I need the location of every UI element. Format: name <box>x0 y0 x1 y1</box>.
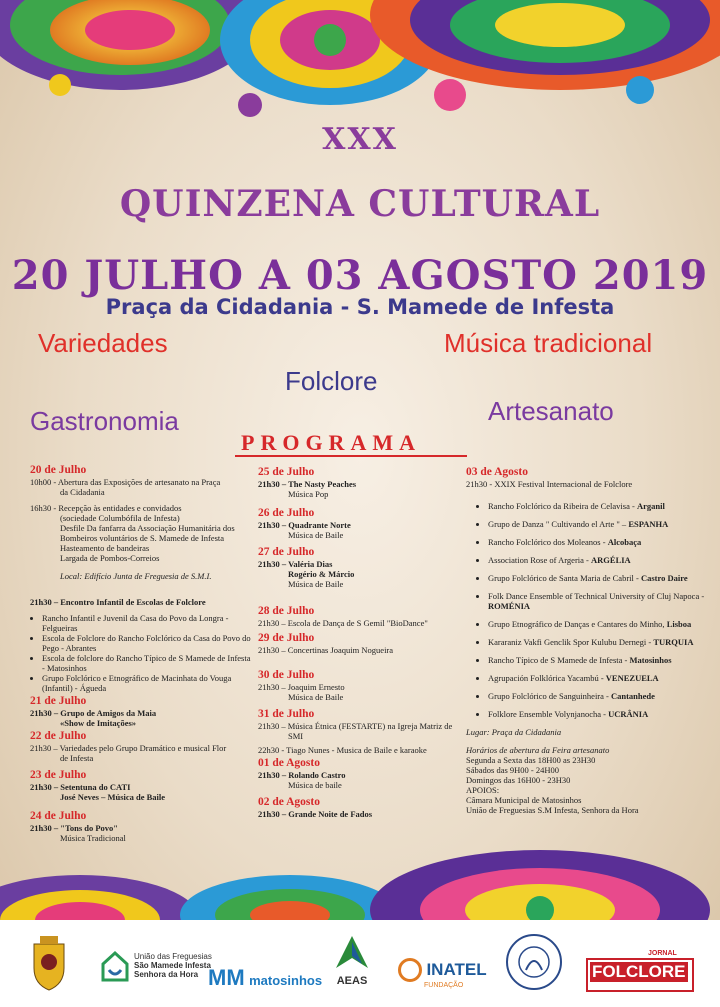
group-place: ESPANHA <box>628 519 669 529</box>
event-line: 21h30 – Grande Noite de Fados <box>258 809 373 819</box>
group-name: Association Rose of Argeria - <box>488 555 592 565</box>
apoio-line: Câmara Municipal de Matosinhos <box>466 795 582 805</box>
event-line: Música Pop <box>288 489 329 499</box>
day-heading: 01 de Agosto <box>258 757 320 769</box>
category-folclore: Folclore <box>285 366 378 396</box>
house-icon <box>100 950 130 982</box>
day-heading: 28 de Julho <box>258 605 315 617</box>
apoio-line: União de Freguesias S.M Infesta, Senhora da Hora <box>466 805 639 815</box>
group-name: Grupo Folclórico de Santa Maria de Cabril - <box>488 573 641 583</box>
group-name: Grupo Folclórico de Sanguinheira - <box>488 691 611 701</box>
event-dates: 20 JULHO A 03 AGOSTO 2019 <box>11 252 709 299</box>
list-item: • Escola de folclore do Rancho Típico de S Mamede de Infesta - Matosinhos <box>42 653 255 673</box>
program-column-1 <box>30 462 255 843</box>
event-line: 21h30 – Rolando Castro <box>258 770 346 780</box>
festival-group-item <box>488 537 706 547</box>
group-place: VENEZUELA <box>605 673 659 683</box>
festival-groups-list <box>466 501 706 719</box>
program-column-2 <box>258 464 468 819</box>
folclore-label: FOLCLORE <box>592 962 686 981</box>
event-line: Bombeiros voluntários de S. Mamede de Infesta <box>60 533 225 543</box>
federacao-seal-icon <box>504 932 564 992</box>
festival-group-item <box>488 619 706 629</box>
event-line: Música de Baile <box>288 530 344 540</box>
event-line: 21h30 – Quadrante Norte <box>258 520 351 530</box>
event-line: 21h30 - XXIX Festival Internacional de Folclore <box>466 479 633 489</box>
category-gastronomia: Gastronomia <box>30 406 179 436</box>
event-line: Música Tradicional <box>60 833 126 843</box>
category-musica: Música tradicional <box>444 328 653 358</box>
programa-heading: PROGRAMA <box>241 430 421 455</box>
event-location: Lugar: Praça da Cidadania <box>466 727 562 737</box>
event-line: 21h30 – Encontro Infantil de Escolas de Folclore <box>30 597 206 607</box>
fundacao-label: FUNDAÇÃO <box>424 982 464 989</box>
event-line: 22h30 - Tiago Nunes - Musica de Baile e karaoke <box>258 745 427 755</box>
group-name: Agrupación Folklórica Yacambú - <box>488 673 606 683</box>
aeas-icon <box>334 934 370 970</box>
day-heading: 03 de Agosto <box>466 466 528 478</box>
day-heading: 27 de Julho <box>258 546 315 558</box>
event-line: Música de baile <box>288 780 342 790</box>
group-name: Folk Dance Ensemble of Technical University of Cluj Napoca - <box>488 591 705 601</box>
event-title: QUINZENA CULTURAL <box>119 183 601 225</box>
day-heading: 26 de Julho <box>258 507 315 519</box>
event-line: Hasteamento de bandeiras <box>60 543 150 553</box>
apoios-label: APOIOS: <box>466 785 500 795</box>
festival-group-item <box>488 673 706 683</box>
event-line: 21h30 – The Nasty Peaches <box>258 479 357 489</box>
day-heading: 02 de Agosto <box>258 796 320 808</box>
event-line: 21h30 – Setentuna do CATI <box>30 782 131 792</box>
festival-group-item <box>488 709 706 719</box>
list-item: • Escola de Folclore do Rancho Folclórico da Casa do Povo do Pego - Abrantes <box>42 633 255 653</box>
day-heading: 31 de Julho <box>258 708 315 720</box>
event-line: de Infesta <box>60 753 94 763</box>
group-place: UCRÂNIA <box>608 709 649 719</box>
fair-hours-line: Domingos das 16H00 - 23H30 <box>466 775 571 785</box>
day-heading: 29 de Julho <box>258 632 315 644</box>
day-heading: 25 de Julho <box>258 466 315 478</box>
fair-hours-title: Horários de abertura da Feira artesanato <box>466 745 610 755</box>
sponsor-footer <box>0 920 720 1007</box>
group-name: Rancho Típico de S Mamede de Infesta - <box>488 655 630 665</box>
edition-label: XXX <box>322 122 398 157</box>
group-place: Alcobaça <box>607 537 642 547</box>
bottom-decoration <box>0 840 720 920</box>
festival-group-item <box>488 655 706 665</box>
event-line: 21h30 – Escola de Dança de S Gemil "BioDance" <box>258 618 428 628</box>
sun-icon <box>398 958 422 982</box>
inatel-label: INATEL <box>426 960 487 979</box>
event-location: Local: Edifício Junta de Freguesia de S.M.I. <box>60 571 212 581</box>
festival-group-item <box>488 573 706 583</box>
group-place: ROMÉNIA <box>488 601 531 611</box>
event-line: 21h30 – Variedades pelo Grupo Dramático e musical Flor <box>30 743 227 753</box>
event-line: Música de Baile <box>288 692 344 702</box>
program-column-3 <box>466 464 706 815</box>
category-artesanato: Artesanato <box>488 396 614 426</box>
fair-hours-line: Segunda a Sexta das 18H00 as 23H30 <box>466 755 596 765</box>
uniao-line: Senhora da Hora <box>134 970 199 979</box>
group-name: Rancho Folclórico dos Moleanos - <box>488 537 608 547</box>
coat-of-arms-logo <box>30 934 68 997</box>
aeas-label: AEAS <box>336 975 368 987</box>
group-place: Arganil <box>636 501 665 511</box>
day-heading: 21 de Julho <box>30 695 87 707</box>
festival-group-item <box>488 519 706 529</box>
event-line: (sociedade Columbófila de Infesta) <box>60 513 180 523</box>
event-line: 21h30 – "Tons do Povo" <box>30 823 119 833</box>
event-line: «Show de Imitações» <box>60 718 137 728</box>
festival-group-item <box>488 555 706 565</box>
group-place: Cantanhede <box>610 691 655 701</box>
event-line: Desfile Da fanfarra da Associação Humanitária dos <box>60 523 235 533</box>
category-variedades: Variedades <box>38 328 168 358</box>
event-line: 21h30 – Joaquim Ernesto <box>258 682 345 692</box>
list-item: • Grupo Folclórico e Etnográfico de Macinhata do Vouga (Infantil) - Águeda <box>42 673 255 693</box>
programa-underline <box>235 455 467 457</box>
group-name: Grupo de Danza " Cultivando el Arte " – <box>488 519 629 529</box>
group-place: ARGÉLIA <box>591 555 631 565</box>
aeas-logo <box>332 934 372 987</box>
day-heading: 22 de Julho <box>30 730 87 742</box>
day-heading: 30 de Julho <box>258 669 315 681</box>
group-place: TURQUIA <box>653 637 694 647</box>
group-place: Castro Daire <box>640 573 688 583</box>
group-name: Folklore Ensemble Volynjanocha - <box>488 709 609 719</box>
list-item: • Rancho Infantil e Juvenil da Casa do Povo da Longra - Felgueiras <box>42 613 255 633</box>
federacao-logo <box>504 932 564 997</box>
infantil-groups-list <box>30 613 255 693</box>
group-name: Rancho Folclórico da Ribeira de Celavisa - <box>488 501 637 511</box>
top-decoration <box>0 0 720 135</box>
group-place: Matosinhos <box>629 655 672 665</box>
event-line: Rogério & Márcio <box>288 569 355 579</box>
festival-group-item <box>488 691 706 701</box>
event-line: 21h30 – Concertinas Joaquim Nogueira <box>258 645 394 655</box>
event-line: 16h30 - Recepção às entidades e convidados <box>30 503 182 513</box>
event-line: 21h30 – Grupo de Amigos da Maia <box>30 708 157 718</box>
jornal-label: JORNAL <box>648 950 677 957</box>
festival-group-item <box>488 591 706 611</box>
uniao-freguesias-logo <box>100 950 212 987</box>
event-line: SMI <box>288 731 304 741</box>
day-heading: 23 de Julho <box>30 769 87 781</box>
uniao-line: São Mamede Infesta <box>134 961 211 970</box>
event-line: da Cidadania <box>60 487 105 497</box>
event-line: 10h00 - Abertura das Exposições de artesanato na Praça <box>30 477 221 487</box>
day-heading: 20 de Julho <box>30 464 87 476</box>
matosinhos-logo <box>208 965 322 991</box>
inatel-logo <box>398 958 487 989</box>
event-line: Música de Baile <box>288 579 344 589</box>
matosinhos-label: matosinhos <box>249 973 323 988</box>
fair-hours-line: Sábados das 9H00 - 24H00 <box>466 765 560 775</box>
festival-group-item <box>488 501 706 511</box>
group-name: Kararaniz Vakfi Genclik Spor Kulubu Dernegi - <box>488 637 654 647</box>
uniao-line: União das Freguesias <box>134 952 212 961</box>
event-line: 21h30 – Valéria Dias <box>258 559 333 569</box>
day-heading: 24 de Julho <box>30 810 87 822</box>
event-line: 21h30 – Música Étnica (FESTARTE) na Igreja Matriz de <box>258 721 453 731</box>
group-place: Lisboa <box>666 619 692 629</box>
event-line: José Neves – Música de Baile <box>60 792 166 802</box>
event-line: Largada de Pombos-Correios <box>60 553 160 563</box>
festival-group-item <box>488 637 706 647</box>
group-name: Grupo Etnográfico de Danças e Cantares do Minho, <box>488 619 667 629</box>
event-place: Praça da Cidadania - S. Mamede de Infesta <box>105 295 615 319</box>
mm-icon: MM <box>208 965 245 990</box>
jornal-folclore-logo <box>586 950 694 992</box>
